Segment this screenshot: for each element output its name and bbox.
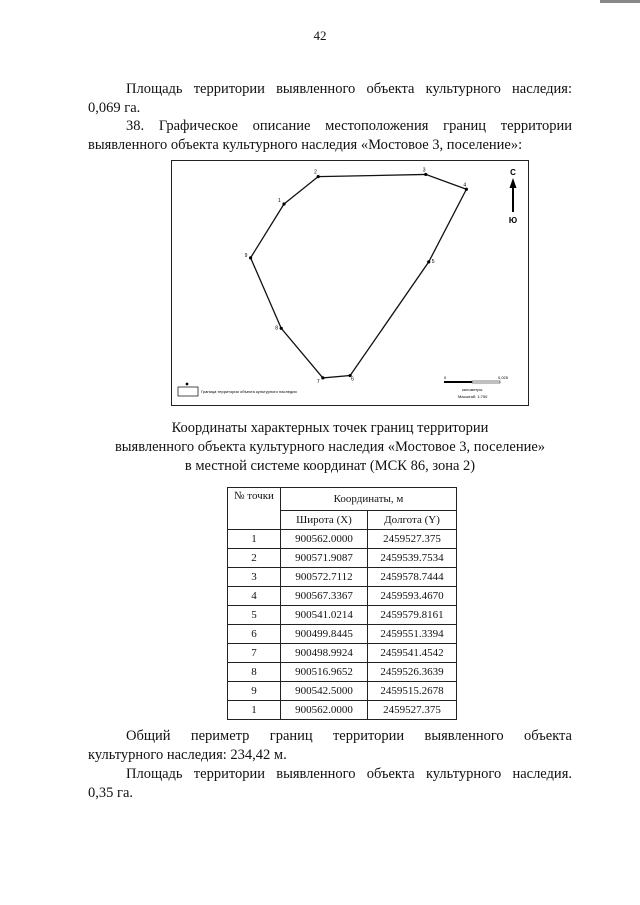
table-row	[228, 644, 457, 663]
header-point: № точки	[228, 488, 281, 530]
legend-text: Граница территории объекта культурного наследия	[201, 389, 297, 394]
cell-y: 2459551.3394	[368, 625, 457, 644]
boundary-point	[321, 376, 324, 379]
cell-point: 8	[228, 663, 281, 682]
compass-north: С	[510, 168, 516, 177]
cell-point: 1	[228, 530, 281, 549]
boundary-point	[427, 260, 430, 263]
map-legend	[178, 383, 297, 396]
cell-y: 2459527.375	[368, 701, 457, 720]
area-line2: 0,35 га.	[88, 785, 134, 801]
caption-line1: Координаты характерных точек границ территории	[171, 420, 489, 436]
area-line1: Площадь территории выявленного объекта культурного наследия.	[126, 766, 572, 782]
table-row	[228, 682, 457, 701]
point-label: 9	[244, 252, 248, 259]
coords-caption	[88, 419, 572, 476]
cell-y: 2459515.2678	[368, 682, 457, 701]
point-label: 3	[422, 167, 426, 174]
page-number: 42	[313, 28, 327, 43]
boundary-map	[171, 160, 529, 406]
point-label: 1	[278, 198, 281, 204]
table-body	[228, 530, 457, 720]
cell-point: 4	[228, 587, 281, 606]
cell-point: 9	[228, 682, 281, 701]
table-row	[228, 701, 457, 720]
point-label: 4	[463, 182, 467, 189]
header-y: Долгота (Y)	[368, 511, 457, 530]
table-row	[228, 625, 457, 644]
scale-ratio: Масштаб: 1:750	[458, 394, 488, 399]
boundary-point	[282, 202, 285, 205]
cell-x: 900541.0214	[281, 606, 368, 625]
scale-end: 0,025	[498, 375, 509, 380]
cell-point: 5	[228, 606, 281, 625]
compass-south: Ю	[508, 216, 518, 225]
cell-x: 900572.7112	[281, 568, 368, 587]
cell-x: 900567.3367	[281, 587, 368, 606]
cell-y: 2459539.7534	[368, 549, 457, 568]
cell-y: 2459593.4670	[368, 587, 457, 606]
cell-point: 6	[228, 625, 281, 644]
cell-point: 1	[228, 701, 281, 720]
point-label: 2	[314, 169, 317, 176]
item38-line1: 38. Графическое описание местоположения границ территории	[126, 118, 572, 134]
prev-area-line2: 0,069 га.	[88, 100, 141, 116]
coordinates-table	[227, 487, 457, 720]
cell-point: 7	[228, 644, 281, 663]
boundary-point	[317, 175, 320, 178]
boundary-points	[245, 167, 468, 384]
cell-y: 2459541.4542	[368, 644, 457, 663]
table-row	[228, 587, 457, 606]
cell-y: 2459578.7444	[368, 568, 457, 587]
caption-line2: выявленного объекта культурного наследия «Мостовое 3, поселение»	[114, 439, 546, 455]
point-label: 6	[351, 376, 354, 383]
table-row	[228, 568, 457, 587]
point-label: 5	[431, 258, 435, 265]
cell-y: 2459579.8161	[368, 606, 457, 625]
point-label: 7	[316, 378, 320, 385]
cell-point: 3	[228, 568, 281, 587]
legend-swatch	[178, 387, 198, 396]
header-coords: Координаты, м	[281, 488, 457, 511]
caption-line3: в местной системе координат (МСК 86, зона 2)	[184, 458, 476, 474]
cell-x: 900498.9924	[281, 644, 368, 663]
point-label: 8	[275, 325, 278, 332]
header-x: Широта (X)	[281, 511, 368, 530]
cell-x: 900562.0000	[281, 530, 368, 549]
scale-bar	[444, 375, 509, 399]
boundary-point	[280, 327, 283, 330]
cell-x: 900571.9087	[281, 549, 368, 568]
table-row	[228, 530, 457, 549]
table-row	[228, 549, 457, 568]
cell-x: 900542.5000	[281, 682, 368, 701]
table-row	[228, 606, 457, 625]
perimeter-line2: культурного наследия: 234,42 м.	[88, 747, 287, 763]
cell-x: 900499.8445	[281, 625, 368, 644]
cell-y: 2459527.375	[368, 530, 457, 549]
cell-x: 900562.0000	[281, 701, 368, 720]
perimeter-line1: Общий периметр границ территории выявленного объекта	[126, 728, 572, 744]
cell-y: 2459526.3639	[368, 663, 457, 682]
cell-point: 2	[228, 549, 281, 568]
north-arrow-icon	[509, 168, 517, 225]
item38-line2: выявленного объекта культурного наследия «Мостовое 3, поселение»:	[88, 137, 523, 153]
scale-zero: 0	[444, 375, 447, 380]
boundary-point	[249, 256, 252, 259]
table-row	[228, 663, 457, 682]
scale-unit: километры	[462, 387, 483, 392]
boundary-map-svg	[172, 161, 528, 405]
top-edge-mark	[600, 0, 640, 3]
cell-x: 900516.9652	[281, 663, 368, 682]
prev-area-line1: Площадь территории выявленного объекта культурного наследия:	[126, 81, 572, 97]
